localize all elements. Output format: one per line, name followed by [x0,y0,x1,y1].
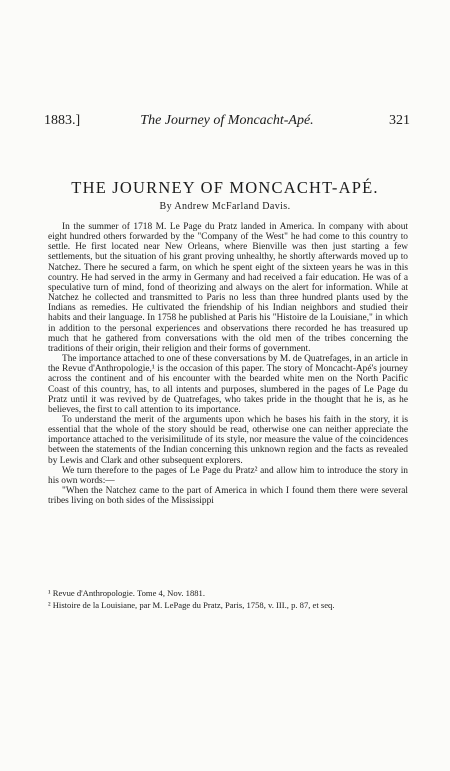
running-header [44,113,410,133]
article-body [48,222,408,506]
paragraph: We turn therefore to the pages of Le Page du Pratz² and allow him to introduce the story in his own words:— [48,465,408,486]
running-title: The Journey of Moncacht-Apé. [140,113,314,128]
footnote: ² Histoire de la Louisiane, par M. LePage du Pratz, Paris, 1758, v. III., p. 87, et seq. [48,600,335,610]
article-title: THE JOURNEY OF MONCACHT-APÉ. [71,178,379,197]
paragraph: In the summer of 1718 M. Le Page du Pratz landed in America. In company with about eight hundred others forwarded by the "Company of the West" he had come to this country to settle. He first located near New Orleans, where Bienville was then just starting a few settlements, but the situation of his grant proving unhealthy, he shortly afterwards moved up to Natchez. There he secured a farm, on which he spent eight of the sixteen years he was in this country. He had served in the army in Germany and had received a fair education. He was of a speculative turn of mind, fond of theorizing and always on the alert for information. While at Natchez he collected and transmitted to Paris no less than three hundred plants used by the Indians as remedies. He cultivated the friendship of his Indian neighbors and studied their habits and their language. In 1758 he published at Paris his "Histoire de la Louisiane," in which in addition to the personal experiences and observations there recorded he has treasured up much that he gathered from conversations with the old men of the tribes concerning the traditions of their origin, their religion and their forms of government. [48,222,408,354]
article-byline: By Andrew McFarland Davis. [159,201,291,212]
page-number: 321 [389,113,410,128]
paragraph: "When the Natchez came to the part of America in which I found them there were several tribes living on both sides of the Mississippi [48,486,408,507]
paragraph: The importance attached to one of these conversations by M. de Quatrefages, in an article in the Revue d'Anthropologie,¹ is the occasion of this paper. The story of Moncacht-Apé's journey across the continent and of his encounter with the bearded white men on the North Pacific Coast of this country, has, to all intents and purposes, slumbered in the pages of Le Page du Pratz until it was revived by de Quatrefages, who takes pride in the thought that he is, as he believes, the first to call attention to its importance. [48,354,408,415]
footnote: ¹ Revue d'Anthropologie. Tome 4, Nov. 1881. [48,588,205,598]
paragraph: To understand the merit of the arguments upon which he bases his faith in the story, it is essential that the whole of the story should be read, otherwise one can neither appreciate the importance attached to the verisimilitude of its style, nor measure the value of the coincidences between the statements of the Indian concerning this unknown region and the facts as revealed by Lewis and Clark and other subsequent explorers. [48,414,408,466]
header-year: 1883.] [44,113,81,128]
